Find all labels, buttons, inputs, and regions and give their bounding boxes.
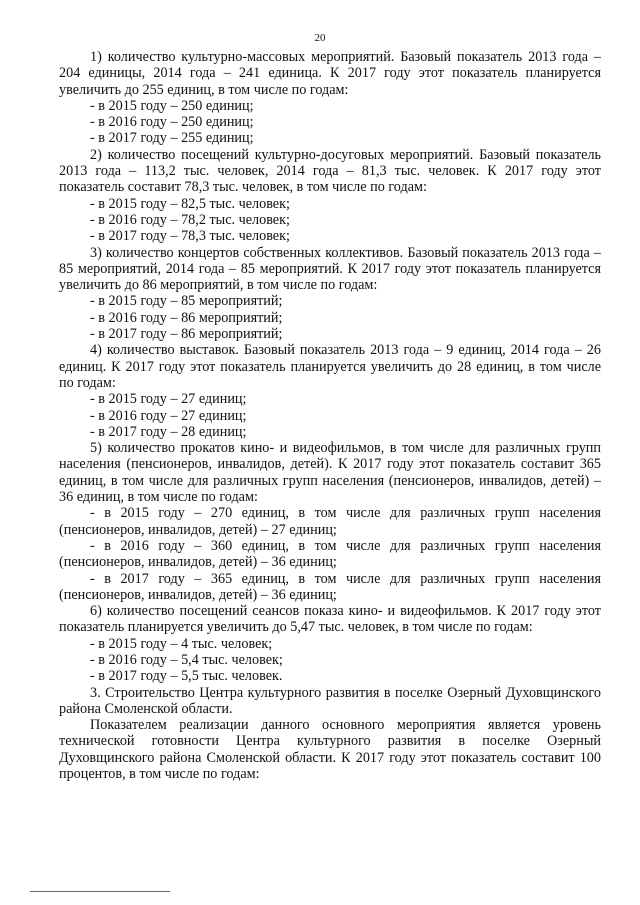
page-number: 20 <box>314 32 326 44</box>
bullet-item: - в 2015 году – 27 единиц; <box>90 391 247 408</box>
paragraph: 3. Строительство Центра культурного развития в поселке Озерный Духовщинского района Смоленской области. <box>59 684 601 717</box>
bullet-item: - в 2017 году – 78,3 тыс. человек; <box>90 228 290 245</box>
paragraph: Показателем реализации данного основного мероприятия является уровень технической готовности Центра культурного развития в поселке Озерный Духовщинского района Смоленской области. К 2017 году этот показатель составит 100 процентов, в том числе по годам: <box>59 717 601 783</box>
paragraph: 4) количество выставок. Базовый показатель 2013 года – 9 единиц, 2014 года – 26 единиц. К 2017 году этот показатель планируется увеличить до 28 единиц, в том числе по годам: <box>59 342 601 391</box>
paragraph: 5) количество прокатов кино- и видеофильмов, в том числе для различных групп населения (пенсионеров, инвалидов, детей). К 2017 году этот показатель составит 365 единиц, в том числе для различных групп населения (пенсионеров, инвалидов, детей) – 36 единиц, в том числе по годам: <box>59 440 601 506</box>
bullet-item: - в 2016 году – 27 единиц; <box>90 407 247 424</box>
bullet-item: - в 2017 году – 28 единиц; <box>90 423 247 440</box>
bullet-item: - в 2017 году – 255 единиц; <box>90 130 254 147</box>
paragraph: - в 2016 году – 360 единиц, в том числе для различных групп населения (пенсионеров, инвалидов, детей) – 36 единиц; <box>59 537 601 571</box>
bullet-item: - в 2017 году – 86 мероприятий; <box>90 326 283 343</box>
paragraph: - в 2015 году – 270 единиц, в том числе для различных групп населения (пенсионеров, инвалидов, детей) – 27 единиц; <box>59 505 601 538</box>
bullet-item: - в 2015 году – 82,5 тыс. человек; <box>90 195 290 212</box>
paragraph: - в 2017 году – 365 единиц, в том числе для различных групп населения (пенсионеров, инвалидов, детей) – 36 единиц; <box>59 570 601 603</box>
bullet-item: - в 2017 году – 5,5 тыс. человек. <box>90 668 283 685</box>
paragraph: 6) количество посещений сеансов показа кино- и видеофильмов. К 2017 году этот показатель планируется увеличить до 5,47 тыс. человек, в том числе по годам: <box>59 603 601 636</box>
bullet-item: - в 2015 году – 85 мероприятий; <box>90 293 283 310</box>
document-body <box>59 49 601 782</box>
paragraph: 2) количество посещений культурно-досуговых мероприятий. Базовый показатель 2013 года – 113,2 тыс. человек, 2014 года – 81,3 тыс. человек. К 2017 году этот показатель составит 78,3 тыс. человек, в том числе по годам: <box>59 146 601 196</box>
bullet-item: - в 2016 году – 5,4 тыс. человек; <box>90 651 283 668</box>
bullet-item: - в 2016 году – 250 единиц; <box>90 114 254 131</box>
paragraph: 3) количество концертов собственных коллективов. Базовый показатель 2013 года – 85 мероприятий, 2014 года – 85 мероприятий. К 2017 году этот показатель планируется увеличить до 86 мероприятий, в том числе по годам: <box>59 244 601 294</box>
bullet-item: - в 2016 году – 78,2 тыс. человек; <box>90 211 290 228</box>
footer-rule <box>30 891 170 892</box>
bullet-item: - в 2016 году – 86 мероприятий; <box>90 309 283 326</box>
bullet-item: - в 2015 году – 250 единиц; <box>90 97 254 114</box>
bullet-item: - в 2015 году – 4 тыс. человек; <box>90 635 273 652</box>
paragraph: 1) количество культурно-массовых мероприятий. Базовый показатель 2013 года – 204 единицы, 2014 года – 241 единица. К 2017 году этот показатель планируется увеличить до 255 единиц, в том числе по годам: <box>59 49 601 98</box>
